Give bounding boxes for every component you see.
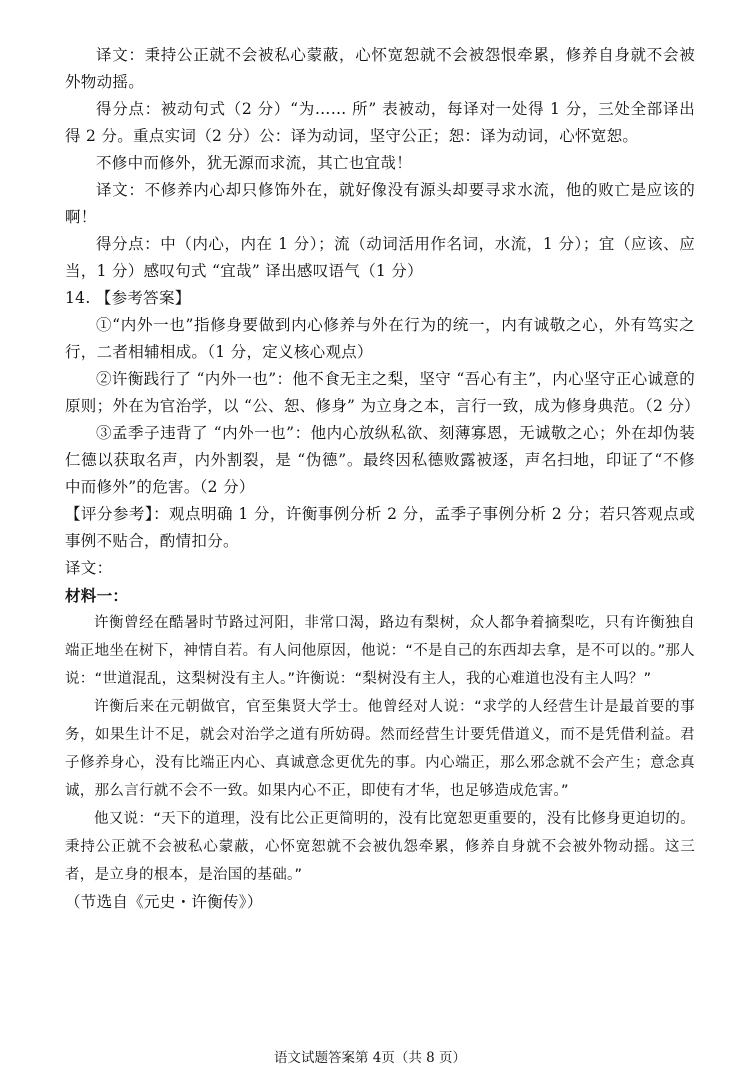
- scoring-reference: 【评分参考】：观点明确 1 分，许衡事例分析 2 分，孟季子事例分析 2 分；若只答观点或事例不贴合，酌情扣分。: [65, 505, 695, 550]
- translation-label: 译文：: [65, 559, 113, 577]
- material-heading: 材料一：: [65, 586, 129, 605]
- scoring-points-paragraph: 得分点：被动句式（2 分）“为…… 所” 表被动，每译对一处得 1 分，三处全部译出得 2 分。重点实词（2 分）公：译为动词，坚守公正；恕：译为动词，心怀宽恕。: [65, 100, 695, 145]
- translation-paragraph: 译文：秉持公正就不会被私心蒙蔽，心怀宽恕就不会被怨恨牵累，修养自身就不会被外物动摇。: [65, 46, 695, 91]
- quoted-sentence: 不修中而修外，犹无源而求流，其亡也宜哉！: [96, 154, 413, 172]
- source-citation: （节选自《元史・许衡传》）: [65, 893, 263, 911]
- answer-content: [65, 42, 700, 916]
- material-paragraph: 许衡后来在元朝做官，官至集贤大学士。他曾经对人说：“求学的人经营生计是最首要的事务，如果生计不足，就会对治学之道有所妨碍。然而经营生计要凭借道义，而不是凭借利益。君子修养身心，没有比端正内心、真诚意念更优先的事。内心端正，那么邪念就不会产生；意念真诚，那么言行就不会不一致。如果内心不正，即使有才华，也足够造成危害。”: [65, 699, 695, 799]
- scoring-points-paragraph: 得分点：中（内心，内在 1 分）；流（动词活用作名词，水流，1 分）；宜（应该、应当，1 分）感叹句式 “宜哉” 译出感叹语气（1 分）: [65, 235, 695, 280]
- answer-point-3: ③孟季子违背了 “内外一也”：他内心放纵私欲、刻薄寡恩，无诚敬之心；外在却伪装仁德以获取名声，内外割裂，是 “伪德”。最终因私德败露被逐，声名扫地，印证了“不修中而修外”的危害。（2 分）: [65, 424, 695, 496]
- translation-paragraph: 译文：不修养内心却只修饰外在，就好像没有源头却要寻求水流，他的败亡是应该的啊！: [65, 181, 695, 226]
- question-heading: 14. 【参考答案】: [65, 289, 191, 307]
- page-footer: 语文试题答案第 4页（共 8 页）: [273, 1050, 467, 1066]
- answer-point-1: ①“内外一也”指修身要做到内心修养与外在行为的统一，内有诚敬之心，外有笃实之行，二者相辅相成。（1 分，定义核心观点）: [65, 316, 695, 361]
- material-paragraph: 他又说：“天下的道理，没有比公正更简明的，没有比宽恕更重要的，没有比修身更迫切的。秉持公正就不会被私心蒙蔽，心怀宽恕就不会被仇怨牵累，修养自身就不会被外物动摇。这三者，是立身的根本，是治国的基础。”: [65, 811, 695, 883]
- answer-point-2: ②许衡践行了 “内外一也”：他不食无主之梨，坚守 “吾心有主”，内心坚守正心诚意的原则；外在为官治学，以 “公、恕、修身” 为立身之本，言行一致，成为修身典范。（2 分）: [65, 370, 700, 415]
- material-paragraph: 许衡曾经在酷暑时节路过河阳，非常口渴，路边有梨树，众人都争着摘梨吃，只有许衡独自端正地坐在树下，神情自若。有人问他原因，他说：“不是自己的东西却去拿，是不可以的。”那人说：“世道混乱，这梨树没有主人。”许衡说：“梨树没有主人，我的心难道也没有主人吗？”: [65, 615, 695, 687]
